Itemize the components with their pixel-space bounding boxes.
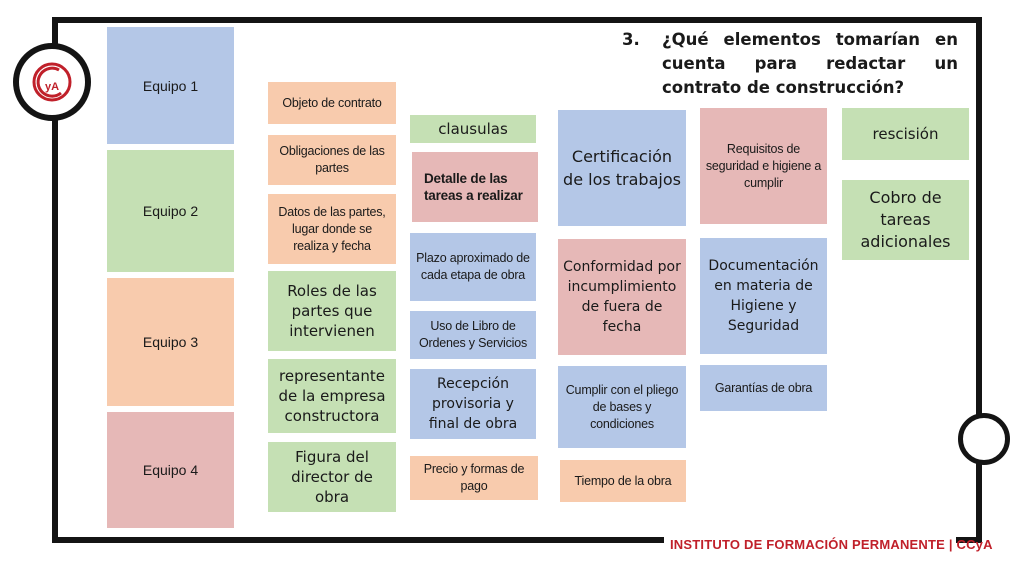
- note-requisitos: Requisitos de seguridad e higiene a cumplir: [700, 108, 827, 224]
- note-precio: Precio y formas de pago: [410, 456, 538, 500]
- note-roles: Roles de las partes que intervienen: [268, 271, 396, 351]
- note-pliego: Cumplir con el pliego de bases y condiciones: [558, 366, 686, 448]
- note-libro-ordenes: Uso de Libro de Ordenes y Servicios: [410, 311, 536, 359]
- question-number: 3.: [622, 30, 640, 49]
- footer-institution: INSTITUTO DE FORMACIÓN PERMANENTE | CCyA: [670, 537, 993, 552]
- note-recepcion: Recepción provisoria y final de obra: [410, 369, 536, 439]
- note-director: Figura del director de obra: [268, 442, 396, 512]
- note-rescision: rescisión: [842, 108, 969, 160]
- logo-badge: [13, 43, 91, 121]
- team-2-card: Equipo 2: [107, 150, 234, 272]
- decorative-circle: [958, 413, 1010, 465]
- team-3-card: Equipo 3: [107, 278, 234, 406]
- ccya-logo-icon: [31, 61, 73, 103]
- note-plazo: Plazo aproximado de cada etapa de obra: [410, 233, 536, 301]
- note-conformidad: Conformidad por incumplimiento de fuera de fecha: [558, 239, 686, 355]
- note-tiempo: Tiempo de la obra: [560, 460, 686, 502]
- svg-text:yA: yA: [45, 81, 60, 93]
- note-documentacion: Documentación en materia de Higiene y Seguridad: [700, 238, 827, 354]
- note-datos-partes: Datos de las partes, lugar donde se realiza y fecha: [268, 194, 396, 264]
- note-representante: representante de la empresa constructora: [268, 359, 396, 433]
- note-garantias: Garantías de obra: [700, 365, 827, 411]
- note-detalle-tareas: Detalle de las tareas a realizar: [412, 152, 538, 222]
- note-obligaciones: Obligaciones de las partes: [268, 135, 396, 185]
- question-text: ¿Qué elementos tomarían en cuenta para redactar un contrato de construcción?: [662, 30, 958, 97]
- note-clausulas: clausulas: [410, 115, 536, 143]
- note-objeto-contrato: Objeto de contrato: [268, 82, 396, 124]
- note-certificacion: Certificación de los trabajos: [558, 110, 686, 226]
- team-1-card: Equipo 1: [107, 27, 234, 144]
- team-4-card: Equipo 4: [107, 412, 234, 528]
- note-cobro: Cobro de tareas adicionales: [842, 180, 969, 260]
